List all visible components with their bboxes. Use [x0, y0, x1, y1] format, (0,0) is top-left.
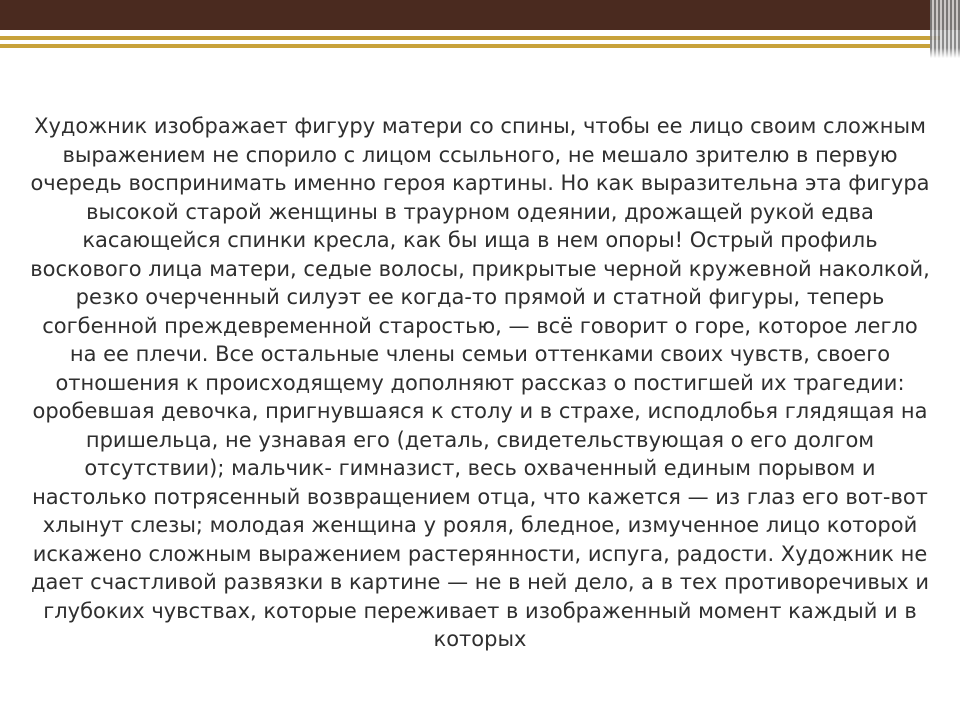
corner-pattern	[930, 0, 960, 58]
slide-body-text: Художник изображает фигуру матери со спины, чтобы ее лицо своим сложным выражением не спорило с лицом ссыльного, не мешало зрителю в первую очередь воспринимать именно героя картины. Но как выразительна эта фигура высокой старой женщины в траурном одеянии, дрожащей рукой едва касающейся спинки кресла, как бы ища в нем опоры! Острый профиль воскового лица матери, седые волосы, прикрытые черной кружевной наколкой, резко очерченный силуэт ее когда-то прямой и статной фигуры, теперь согбенной преждевременной старостью, — всё говорит о горе, которое легло на ее плечи. Все остальные члены семьи оттенками своих чувств, своего отношения к происходящему дополняют рассказ о постигшей их трагедии: оробевшая девочка, пригнувшаяся к столу и в страхе, исподлобья глядящая на пришельца, не узнавая его (деталь, свидетельствующая о его долгом отсутствии); мальчик- гимназист, весь охваченный единым порывом и настолько потрясенный возвращением отца, что кажется — из глаз его вот-вот хлынут слезы; молодая женщина у рояля, бледное, измученное лицо которой искажено сложным выражением растерянности, испуга, радости. Художник не дает счастливой развязки в картине — не в ней дело, а в тех противоречивых и глубоких чувствах, которые переживает в изображенный момент каждый и в которых	[30, 114, 930, 651]
slide-content	[28, 112, 932, 720]
header-band	[0, 0, 960, 30]
accent-line-bottom	[0, 44, 930, 48]
accent-line-top	[0, 36, 940, 40]
